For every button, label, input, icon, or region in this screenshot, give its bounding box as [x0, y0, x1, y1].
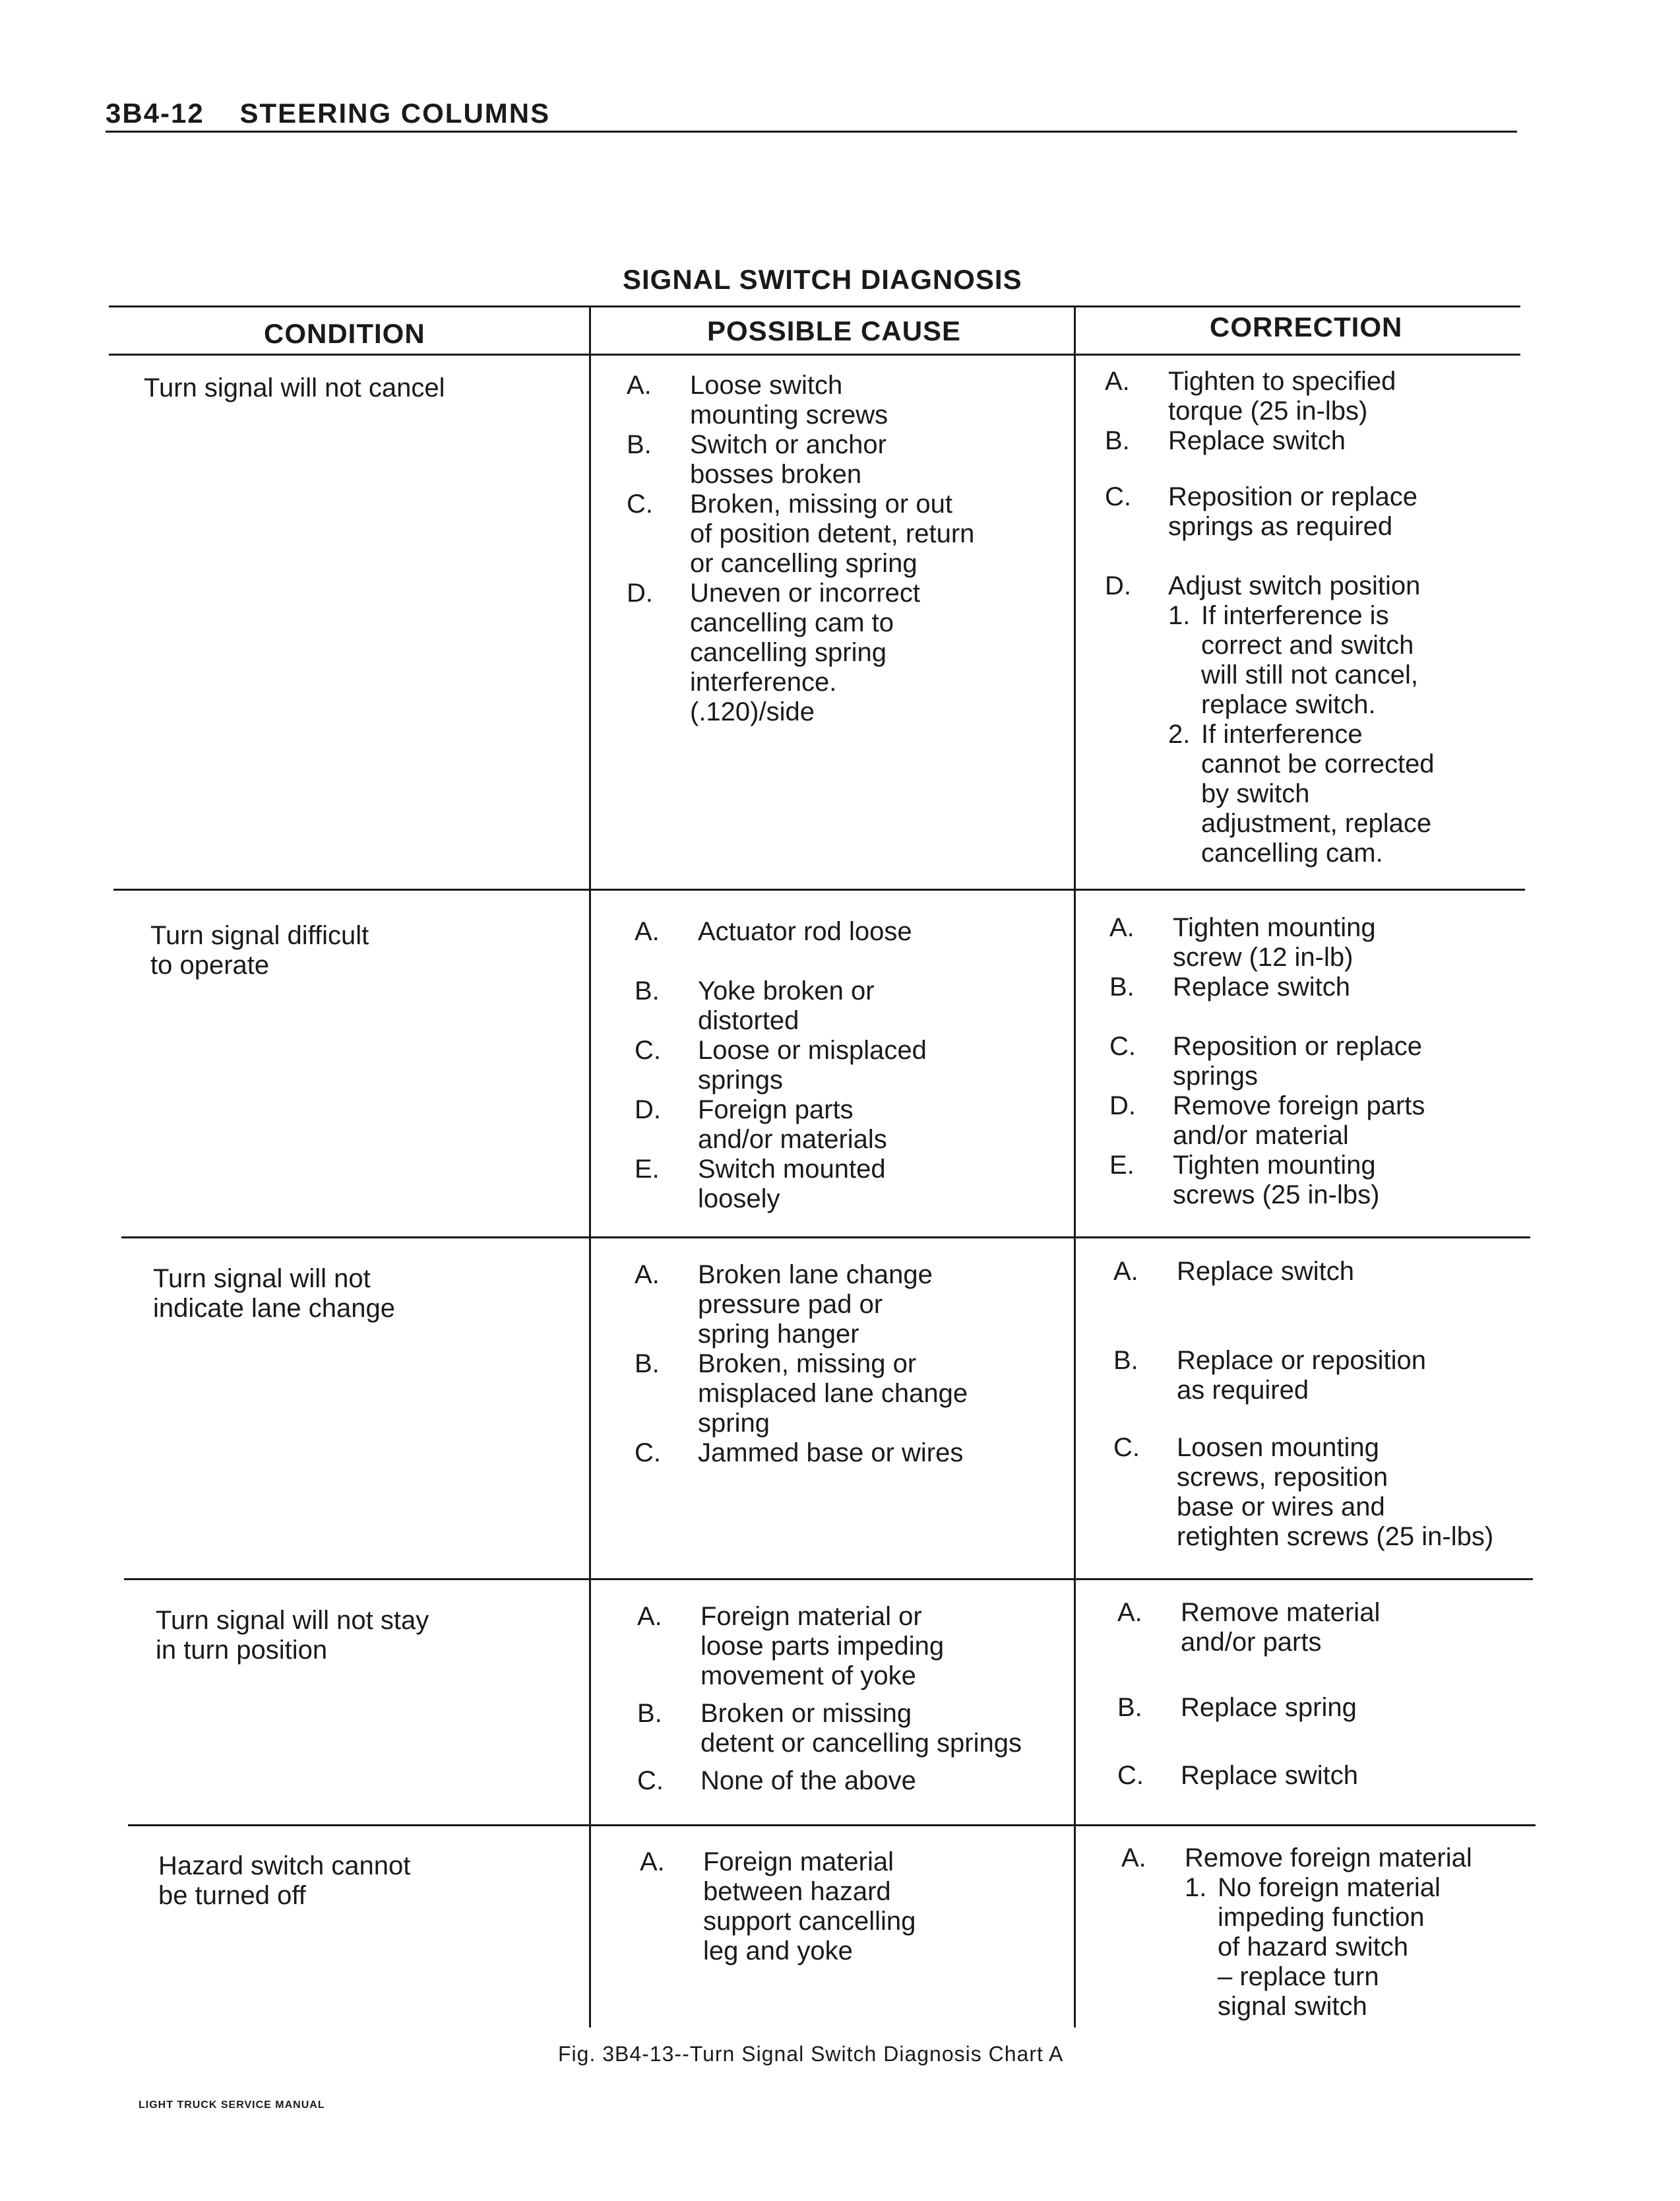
- sub-item-text: If interference cannot be corrected by switch adjustment, replace cancelling cam.: [1201, 720, 1435, 868]
- list-item: [1109, 913, 1532, 973]
- column-header-cause: POSSIBLE CAUSE: [707, 315, 962, 346]
- item-text: Loose switch mounting screws: [690, 371, 888, 430]
- item-text: Switch mounted loosely: [698, 1155, 886, 1213]
- item-letter: A.: [627, 371, 652, 400]
- item-text: Remove foreign material: [1185, 1843, 1472, 1872]
- item-text: Remove material and/or parts: [1181, 1598, 1381, 1657]
- item-letter: D.: [635, 1095, 661, 1124]
- item-text: Uneven or incorrect cancelling cam to cancelling spring interference. (.120)/side: [690, 579, 921, 726]
- item-text: Broken lane change pressure pad or spring hanger: [698, 1260, 933, 1349]
- list-item: [635, 1095, 1070, 1155]
- row-divider: [128, 1824, 1536, 1826]
- item-text: Loose or misplaced springs: [698, 1036, 927, 1095]
- cause-cell: [637, 1602, 1073, 1796]
- item-text: Loosen mounting screws, reposition base or wires and retighten screws (25 in-lbs): [1177, 1433, 1494, 1551]
- item-letter: C.: [627, 490, 653, 519]
- row-divider: [113, 889, 1525, 891]
- column-header-correction: CORRECTION: [1210, 311, 1403, 342]
- list-item: [1117, 1693, 1540, 1723]
- item-letter: D.: [1109, 1091, 1136, 1120]
- table-top-rule: [109, 305, 1520, 307]
- list-item: [637, 1766, 1073, 1796]
- item-text: Tighten mounting screws (25 in-lbs): [1173, 1151, 1380, 1209]
- item-text: Yoke broken or distorted: [698, 976, 875, 1035]
- item-letter: A.: [1121, 1843, 1146, 1872]
- list-item: [635, 1349, 1070, 1438]
- cause-cell: [627, 371, 1062, 727]
- list-item: [635, 1438, 1070, 1468]
- item-text: Jammed base or wires: [698, 1438, 964, 1467]
- list-item: [1117, 1761, 1540, 1791]
- table-title: SIGNAL SWITCH DIAGNOSIS: [623, 264, 1022, 295]
- item-letter: C.: [1109, 1032, 1136, 1061]
- item-letter: B.: [637, 1699, 662, 1728]
- item-letter: B.: [1113, 1346, 1138, 1375]
- item-text: Reposition or replace springs as required: [1168, 482, 1417, 541]
- item-letter: A.: [640, 1847, 665, 1876]
- list-item: [635, 976, 1070, 1036]
- item-letter: C.: [635, 1036, 661, 1065]
- sub-item-number: 2.: [1168, 720, 1191, 749]
- correction-cell: [1117, 1598, 1540, 1791]
- list-item: [1109, 1091, 1532, 1151]
- correction-cell: [1109, 913, 1532, 1210]
- item-text: Reposition or replace springs: [1173, 1032, 1422, 1091]
- item-letter: A.: [635, 1260, 660, 1289]
- sub-item: [1105, 601, 1527, 720]
- item-letter: A.: [1113, 1257, 1138, 1286]
- item-text: Adjust switch position: [1168, 571, 1421, 600]
- item-letter: A.: [1105, 367, 1130, 396]
- list-item: [635, 1155, 1070, 1214]
- list-item: [637, 1602, 1073, 1691]
- column-divider: [1074, 305, 1076, 2027]
- list-item: [627, 430, 1062, 490]
- item-text: Replace switch: [1177, 1257, 1355, 1286]
- list-item: [1113, 1433, 1536, 1552]
- item-letter: B.: [1105, 426, 1130, 455]
- page-header: [106, 98, 550, 129]
- page-number: 3B4-12: [106, 98, 204, 129]
- item-letter: A.: [1109, 913, 1135, 942]
- list-item: [640, 1847, 1075, 1966]
- item-text: Replace spring: [1181, 1693, 1357, 1722]
- item-text: Replace or reposition as required: [1177, 1346, 1426, 1405]
- column-header-condition: CONDITION: [264, 318, 425, 349]
- item-letter: A.: [635, 917, 660, 946]
- condition-cell: Hazard switch cannot be turned off: [158, 1851, 411, 1910]
- item-text: Foreign material between hazard support cancelling leg and yoke: [703, 1847, 916, 1965]
- item-text: Broken, missing or out of position detent, return or cancelling spring: [690, 490, 975, 578]
- item-text: Actuator rod loose: [698, 917, 912, 946]
- list-item: [1109, 1032, 1532, 1091]
- sub-item: [1121, 1873, 1543, 2022]
- section-title: STEERING COLUMNS: [239, 98, 551, 129]
- sub-item-number: 1.: [1168, 601, 1191, 630]
- item-letter: B.: [635, 1349, 660, 1378]
- item-letter: B.: [1117, 1693, 1142, 1722]
- cause-cell: [635, 1260, 1070, 1468]
- item-text: Replace switch: [1173, 973, 1351, 1002]
- item-letter: B.: [1109, 973, 1135, 1002]
- sub-item-text: If interference is correct and switch will still not cancel, replace switch.: [1201, 601, 1419, 719]
- item-letter: C.: [1113, 1433, 1140, 1462]
- condition-cell: Turn signal will not cancel: [144, 373, 445, 402]
- list-item: [637, 1699, 1073, 1758]
- figure-caption: Fig. 3B4-13--Turn Signal Switch Diagnosis Chart A: [558, 2042, 1064, 2066]
- item-letter: C.: [637, 1766, 664, 1795]
- item-text: Tighten to specified torque (25 in-lbs): [1168, 367, 1396, 426]
- item-text: Broken or missing detent or cancelling springs: [700, 1699, 1022, 1758]
- list-item: [1117, 1598, 1540, 1657]
- item-letter: C.: [635, 1438, 661, 1467]
- column-divider: [589, 305, 591, 2027]
- item-text: Replace switch: [1181, 1761, 1359, 1790]
- list-item: [1109, 1151, 1532, 1210]
- list-item: [1113, 1257, 1536, 1287]
- condition-cell: Turn signal will not stay in turn position: [156, 1606, 429, 1665]
- item-letter: A.: [637, 1602, 662, 1631]
- item-text: Switch or anchor bosses broken: [690, 430, 887, 489]
- item-letter: E.: [635, 1155, 660, 1184]
- correction-cell: [1121, 1843, 1543, 2022]
- item-letter: B.: [627, 430, 652, 459]
- item-text: Replace switch: [1168, 426, 1346, 455]
- item-letter: D.: [627, 579, 653, 608]
- condition-cell: Turn signal difficult to operate: [150, 921, 369, 980]
- row-divider: [124, 1578, 1533, 1580]
- list-item: [1105, 426, 1527, 456]
- list-item: [627, 579, 1062, 727]
- cause-cell: [640, 1847, 1075, 1966]
- list-item: [627, 371, 1062, 430]
- footer-text: LIGHT TRUCK SERVICE MANUAL: [139, 2099, 325, 2111]
- item-letter: C.: [1117, 1761, 1144, 1790]
- list-item: [1105, 367, 1527, 426]
- item-text: None of the above: [700, 1766, 916, 1795]
- correction-cell: [1113, 1257, 1536, 1552]
- cause-cell: [635, 917, 1070, 1214]
- list-item: [1121, 1843, 1543, 1873]
- header-rule: [106, 131, 1517, 133]
- list-item: [1105, 482, 1527, 542]
- list-item: [635, 1036, 1070, 1095]
- item-letter: E.: [1109, 1151, 1135, 1180]
- list-item: [1105, 571, 1527, 601]
- sub-item-text: No foreign material impeding function of hazard switch – replace turn signal switch: [1218, 1873, 1441, 2021]
- header-bottom-rule: [109, 354, 1520, 356]
- item-letter: D.: [1105, 571, 1131, 600]
- list-item: [635, 917, 1070, 947]
- list-item: [1113, 1346, 1536, 1405]
- item-text: Broken, missing or misplaced lane change spring: [698, 1349, 968, 1438]
- item-text: Remove foreign parts and/or material: [1173, 1091, 1425, 1150]
- list-item: [627, 490, 1062, 579]
- item-text: Foreign parts and/or materials: [698, 1095, 887, 1154]
- item-letter: C.: [1105, 482, 1131, 511]
- item-text: Tighten mounting screw (12 in-lb): [1173, 913, 1376, 972]
- item-letter: B.: [635, 976, 660, 1005]
- row-divider: [121, 1236, 1530, 1238]
- list-item: [1109, 973, 1532, 1002]
- list-item: [635, 1260, 1070, 1349]
- sub-item: [1105, 720, 1527, 868]
- condition-cell: Turn signal will not indicate lane change: [153, 1264, 395, 1323]
- item-letter: A.: [1117, 1598, 1142, 1627]
- sub-item-number: 1.: [1185, 1873, 1207, 1902]
- item-text: Foreign material or loose parts impeding movement of yoke: [700, 1602, 945, 1690]
- correction-cell: [1105, 367, 1527, 868]
